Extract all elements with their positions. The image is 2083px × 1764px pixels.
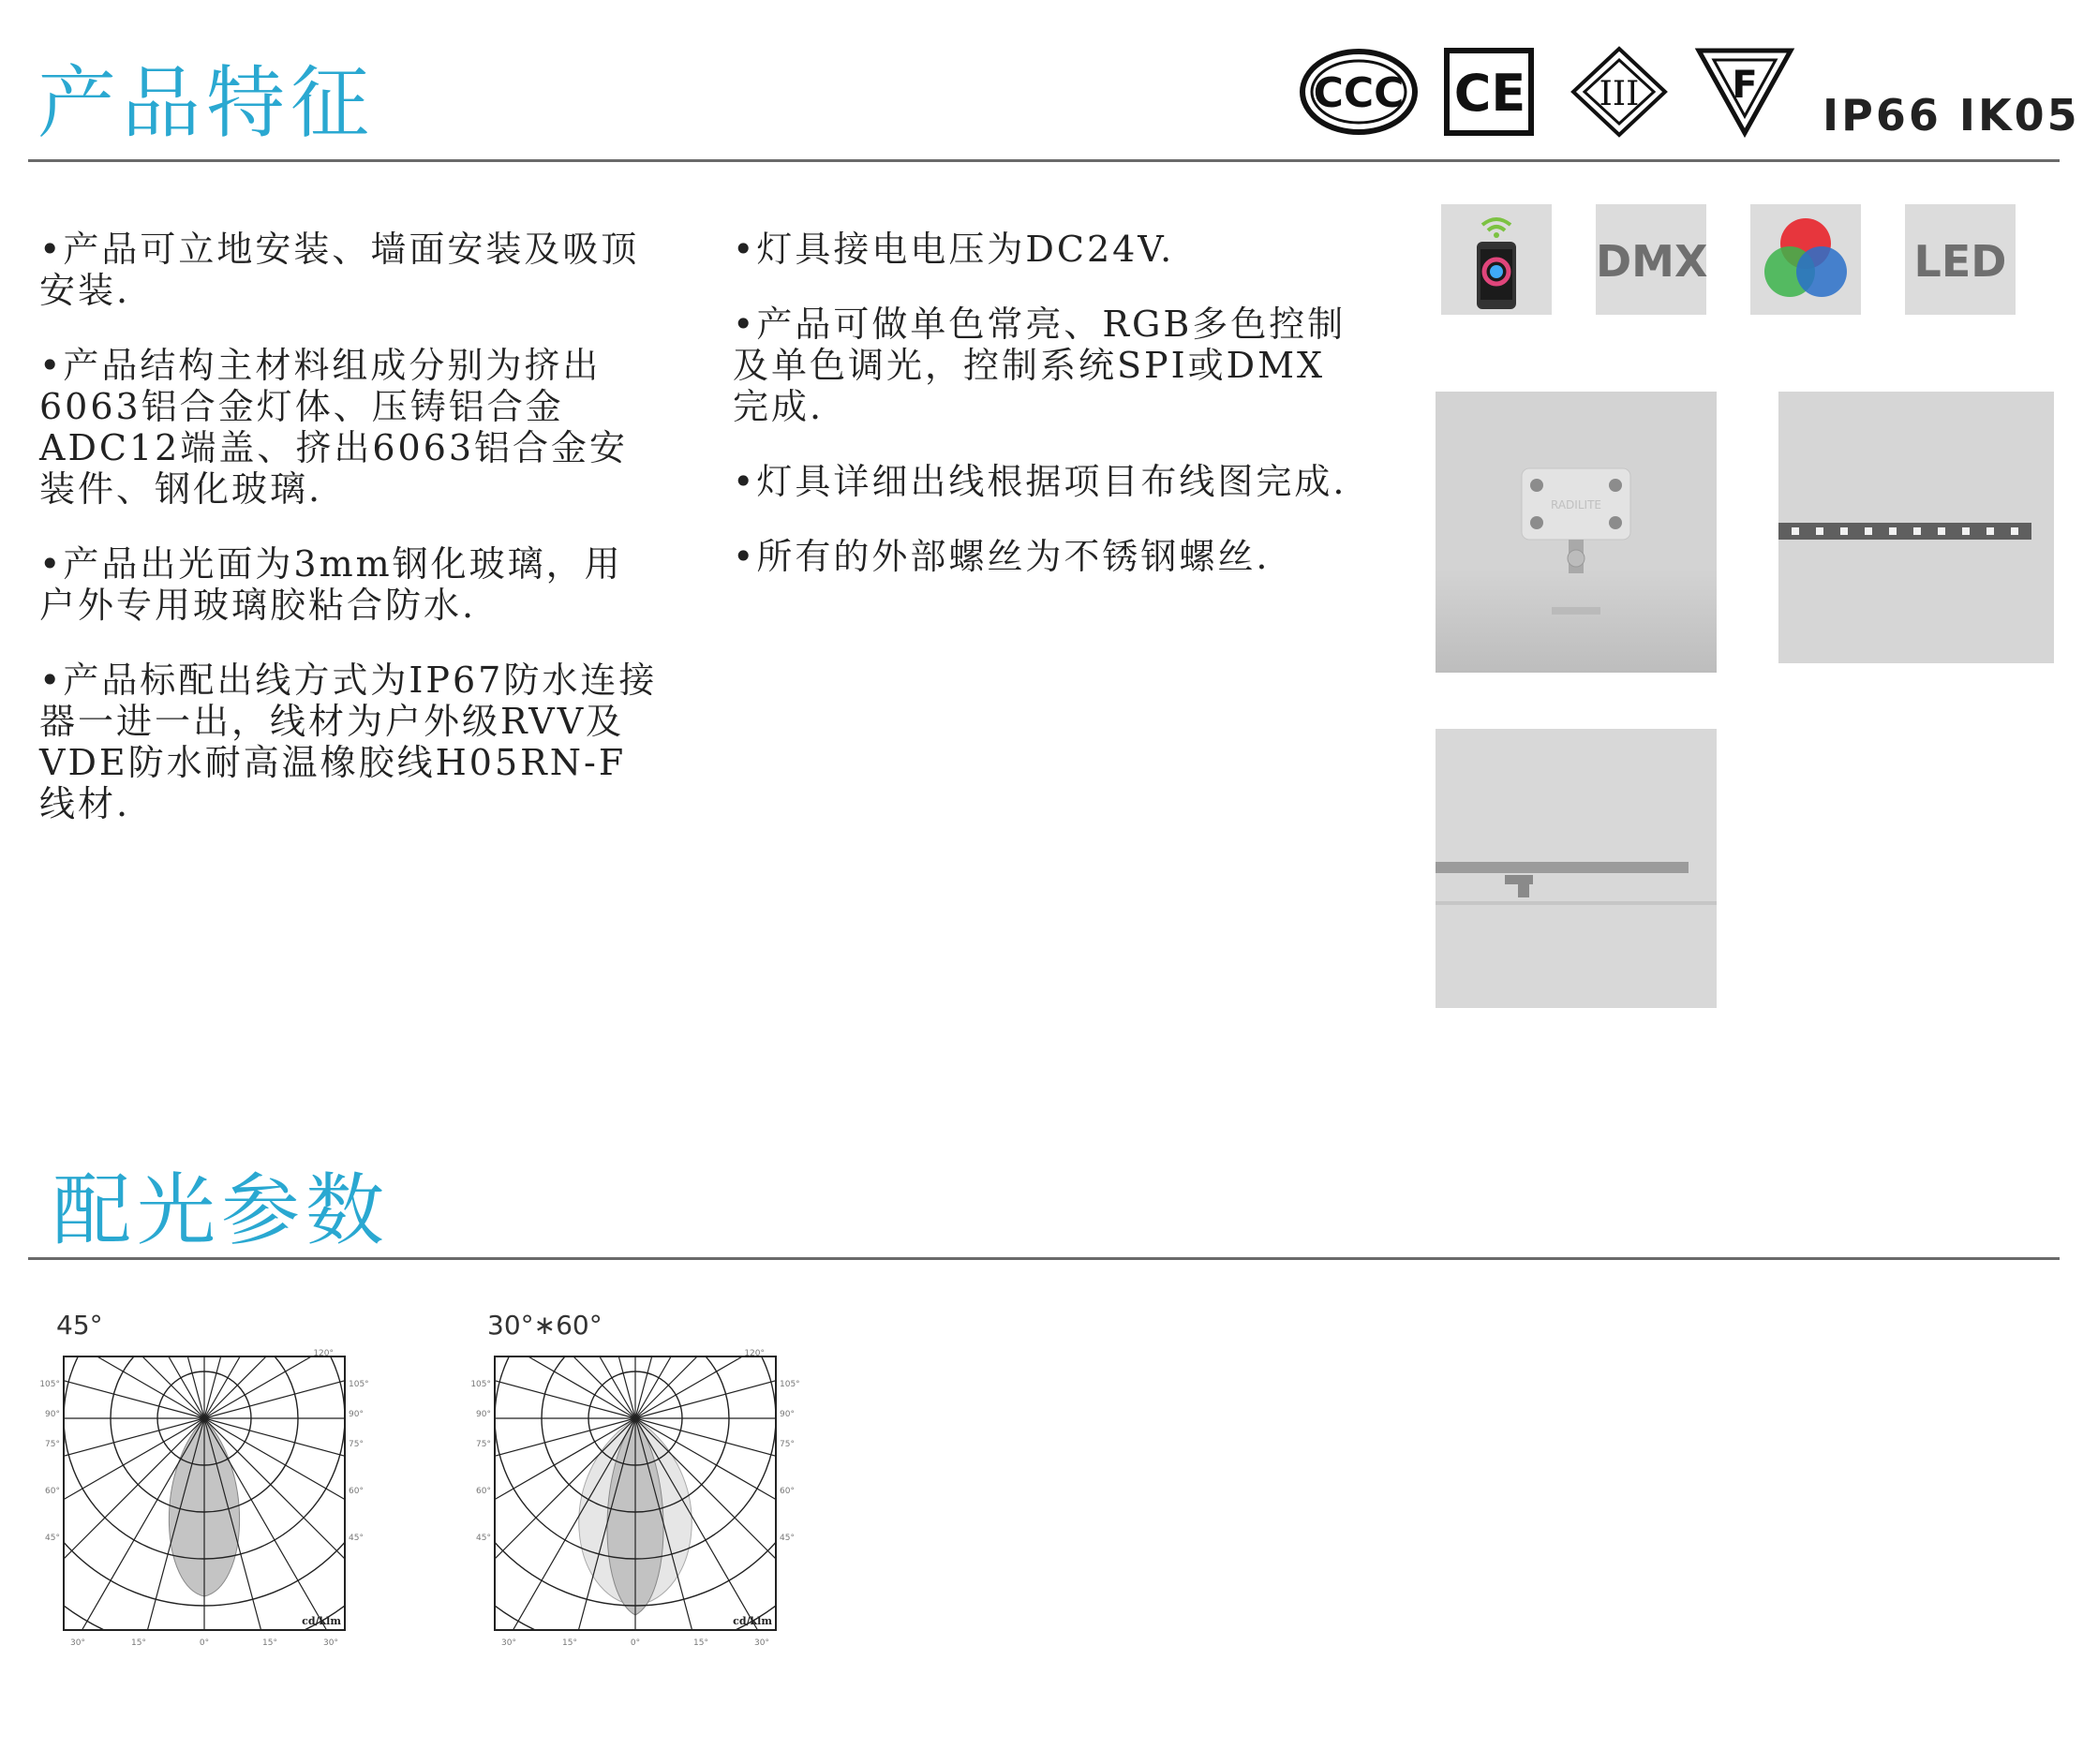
- angle-label: 15°: [562, 1638, 577, 1648]
- angle-label: 0°: [630, 1638, 641, 1648]
- angle-label: 90°: [476, 1410, 491, 1419]
- angle-label: 15°: [131, 1638, 146, 1648]
- product-photo-front: [1436, 392, 1717, 673]
- polar-plot: [469, 1347, 806, 1656]
- svg-text:RADILITE: RADILITE: [1551, 498, 1601, 511]
- angle-label: 105°: [470, 1380, 491, 1389]
- angle-label: 75°: [45, 1440, 60, 1449]
- list-item: •产品可立地安装、墙面安装及吸顶安装.: [39, 229, 640, 311]
- angle-label: 90°: [349, 1410, 364, 1419]
- dmx-icon: DMX: [1596, 204, 1706, 315]
- product-photo-side: [1778, 392, 2054, 663]
- ccc-mark-icon: [1298, 45, 1420, 139]
- angle-label: 60°: [476, 1487, 491, 1496]
- beam-angle-label: 30°∗60°: [487, 1310, 603, 1341]
- angle-label: 45°: [349, 1534, 364, 1543]
- angle-label: 75°: [349, 1440, 364, 1449]
- angle-label: 30°: [70, 1638, 85, 1648]
- features-title: 产品特征: [37, 57, 376, 149]
- features-divider: [28, 159, 2060, 162]
- led-icon: LED: [1905, 204, 2016, 315]
- angle-label: 0°: [199, 1638, 210, 1648]
- unit-label: cd/klm: [302, 1615, 341, 1627]
- list-item: •产品出光面为3mm钢化玻璃，用户外专用玻璃胶粘合防水.: [39, 543, 623, 626]
- product-photo-mounted: [1436, 729, 1717, 1008]
- angle-label: 90°: [45, 1410, 60, 1419]
- photometry-divider: [28, 1257, 2060, 1260]
- list-item: •灯具接电电压为DC24V.: [733, 229, 1175, 270]
- list-item: •产品标配出线方式为IP67防水连接器一进一出，线材为户外级RVV及VDE防水耐高温橡胶线H05RN-F线材.: [39, 660, 658, 824]
- feature-icon-row: [1441, 204, 2022, 317]
- polar-plot: [37, 1347, 375, 1656]
- angle-label: 30°: [323, 1638, 338, 1648]
- angle-label: 30°: [501, 1638, 516, 1648]
- svg-text:CCC: CCC: [1313, 69, 1405, 117]
- features-list-right: [733, 229, 1351, 611]
- polar-diagram-45: [37, 1310, 375, 1666]
- angle-label: 45°: [45, 1534, 60, 1543]
- angle-label: 15°: [693, 1638, 708, 1648]
- angle-label: 75°: [780, 1440, 795, 1449]
- class-iii-icon: [1568, 45, 1671, 139]
- list-item: •所有的外部螺丝为不锈钢螺丝.: [733, 536, 1271, 577]
- svg-text:III: III: [1599, 75, 1640, 113]
- svg-text:CE: CE: [1453, 64, 1526, 123]
- angle-label: 45°: [780, 1534, 795, 1543]
- svg-text:F: F: [1732, 64, 1758, 107]
- features-list-left: [39, 229, 658, 858]
- ip-ik-rating: IP66 IK05: [1823, 90, 2080, 141]
- polar-diagram-30x60: [469, 1310, 806, 1666]
- beam-angle-label: 45°: [56, 1310, 103, 1341]
- angle-label: 90°: [780, 1410, 795, 1419]
- photometry-title: 配光参数: [52, 1164, 391, 1256]
- angle-label: 15°: [262, 1638, 277, 1648]
- angle-label: 30°: [754, 1638, 769, 1648]
- ce-mark-icon: [1443, 45, 1537, 139]
- unit-label: cd/klm: [733, 1615, 772, 1627]
- angle-label: 105°: [39, 1380, 60, 1389]
- list-item: •产品可做单色常亮、RGB多色控制及单色调光，控制系统SPI或DMX完成.: [733, 304, 1347, 427]
- angle-label: 60°: [349, 1487, 364, 1496]
- f-mark-icon: [1693, 45, 1796, 139]
- smartphone-app-icon: [1441, 204, 1552, 315]
- angle-label: 120°: [744, 1349, 765, 1358]
- angle-label: 75°: [476, 1440, 491, 1449]
- list-item: •产品结构主材料组成分别为挤出6063铝合金灯体、压铸铝合金ADC12端盖、挤出6063铝合金安装件、钢化玻璃.: [39, 345, 629, 510]
- list-item: •灯具详细出线根据项目布线图完成.: [733, 461, 1347, 502]
- angle-label: 120°: [313, 1349, 334, 1358]
- angle-label: 105°: [349, 1380, 369, 1389]
- angle-label: 45°: [476, 1534, 491, 1543]
- angle-label: 60°: [780, 1487, 795, 1496]
- angle-label: 60°: [45, 1487, 60, 1496]
- rgb-icon: [1750, 204, 1861, 315]
- angle-label: 105°: [780, 1380, 800, 1389]
